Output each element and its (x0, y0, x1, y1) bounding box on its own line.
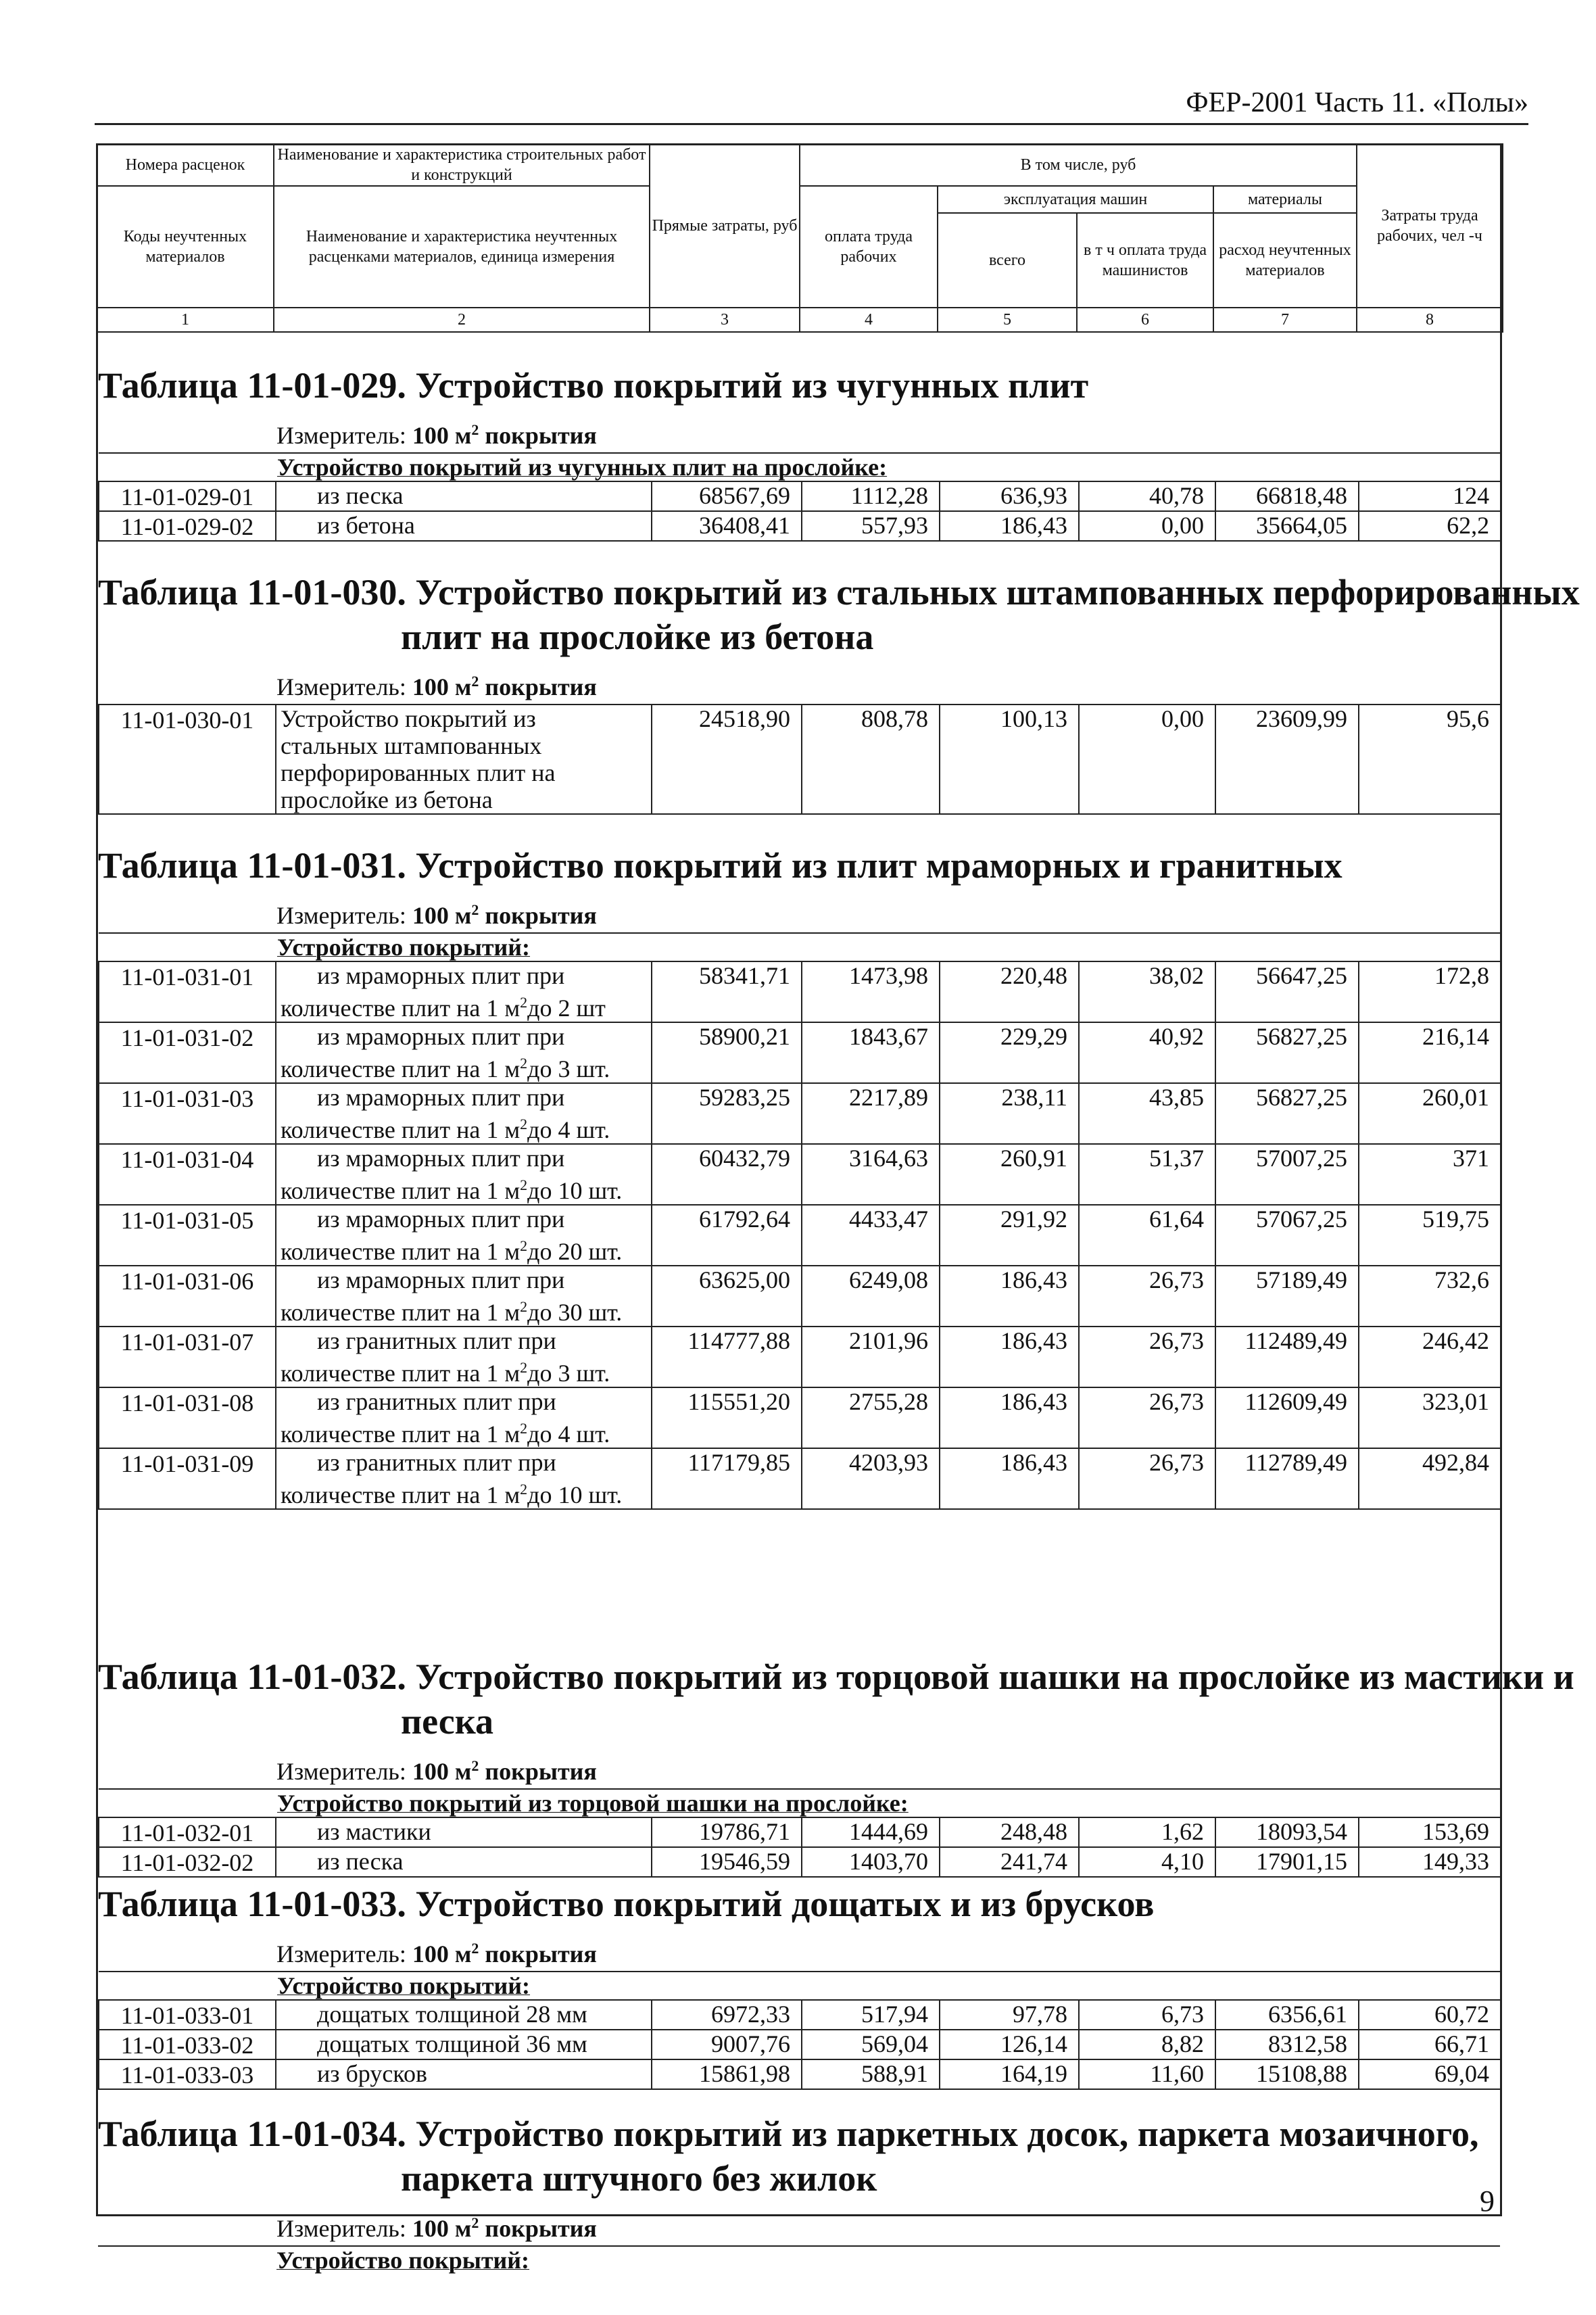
table-section (98, 843, 1500, 1510)
col-materials: материалы (1213, 186, 1357, 213)
measure-line: Измеритель: 100 $м^2$ покрытия (276, 1757, 597, 1785)
table-row: 11-01-031-07 из гранитных плит при количестве плит на 1 $м^2до$ 3 шт. 114777,88 2101,96 186,43 26,73 112489,49 246,42 (99, 1327, 1501, 1387)
table-row: 11-01-032-02 из песка 19546,59 1403,70 241,74 4,10 17901,15 149,33 (99, 1847, 1501, 1877)
table-row: 11-01-031-03 из мраморных плит при количестве плит на 1 $м^2до$ 4 шт. 59283,25 2217,89 238,11 43,85 56827,25 260,01 (99, 1083, 1501, 1144)
group-heading: Устройство покрытий: (98, 2246, 1500, 2274)
group-heading: Устройство покрытий: (99, 1972, 1501, 2000)
page-number: 9 (1480, 2185, 1495, 2218)
rates-table (98, 704, 1501, 815)
measure-line: Измеритель: 100 $м^2$ покрытия (276, 1940, 597, 1967)
column-header-table (96, 143, 1503, 333)
table-row: 11-01-031-02 из мраморных плит при количестве плит на 1 $м^2до$ 3 шт. 58900,21 1843,67 229,29 40,92 56827,25 216,14 (99, 1022, 1501, 1083)
col-machines: эксплуатация машин (938, 186, 1213, 213)
col-number: 5 (938, 308, 1077, 332)
header-rule (95, 123, 1528, 125)
col-number: 8 (1357, 308, 1503, 332)
col-number: 7 (1213, 308, 1357, 332)
col-group-incl: В том числе, руб (800, 144, 1357, 186)
table-section (98, 363, 1500, 542)
col-number: 2 (274, 308, 650, 332)
table-row: 11-01-033-03 из брусков 15861,98 588,91 164,19 11,60 15108,88 69,04 (99, 2059, 1501, 2089)
table-section (98, 570, 1580, 815)
rates-table (98, 452, 1501, 542)
table-row: 11-01-031-04 из мраморных плит при количестве плит на 1 $м^2до$ 10 шт. 60432,79 3164,63 260,91 51,37 57007,25 371 (99, 1144, 1501, 1205)
col-machines-total: всего (938, 213, 1077, 308)
rates-table (98, 1971, 1501, 2090)
table-row: 11-01-029-01 из песка 68567,69 1112,28 636,93 40,78 66818,48 124 (99, 481, 1501, 511)
measure-line: Измеритель: 100 $м^2$ покрытия (276, 901, 597, 929)
table-row: 11-01-031-05 из мраморных плит при количестве плит на 1 $м^2до$ 20 шт. 61792,64 4433,47 291,92 61,64 57067,25 519,75 (99, 1205, 1501, 1266)
col-rate-numbers: Номера расценок (97, 144, 274, 186)
col-number: 6 (1077, 308, 1213, 332)
rates-table (98, 932, 1501, 1510)
table-row: 11-01-032-01 из мастики 19786,71 1444,69 248,48 1,62 18093,54 153,69 (99, 1817, 1501, 1847)
table-row: 11-01-033-01 дощатых толщиной 28 мм 6972,33 517,94 97,78 6,73 6356,61 60,72 (99, 2000, 1501, 2030)
page-header: ФЕР-2001 Часть 11. «Полы» (1186, 87, 1528, 118)
col-unaccounted-materials: расход неучтенных материалов (1213, 213, 1357, 308)
col-machinist-pay: в т ч оплата труда машинистов (1077, 213, 1213, 308)
col-worker-pay: оплата труда рабочих (800, 186, 938, 308)
measure-line: Измеритель: 100 $м^2$ покрытия (276, 2214, 597, 2242)
table-row: 11-01-031-09 из гранитных плит при количестве плит на 1 $м^2до$ 10 шт. 117179,85 4203,93 186,43 26,73 112789,49 492,84 (99, 1448, 1501, 1509)
table-row: 11-01-031-06 из мраморных плит при количестве плит на 1 $м^2до$ 30 шт. 63625,00 6249,08 186,43 26,73 57189,49 732,6 (99, 1266, 1501, 1327)
rates-frame (96, 143, 1580, 2274)
group-heading: Устройство покрытий: (99, 933, 1501, 961)
section-title: Таблица 11-01-034. Устройство покрытий из паркетных досок, паркета мозаичного, паркета штучного без жилок (98, 2114, 1479, 2199)
table-section (98, 2111, 1500, 2274)
section-title: Таблица 11-01-032. Устройство покрытий из торцовой шашки на прослойке из мастики и песка (98, 1656, 1574, 1742)
col-number: 4 (800, 308, 938, 332)
group-heading: Устройство покрытий из чугунных плит на прослойке: (99, 453, 1501, 481)
col-direct-costs: Прямые затраты, руб (650, 144, 800, 308)
col-number: 3 (650, 308, 800, 332)
col-labor-hours: Затраты труда рабочих, чел -ч (1357, 144, 1503, 308)
table-row: 11-01-031-01 из мраморных плит при количестве плит на 1 $м^2до$ 2 шт 58341,71 1473,98 220,48 38,02 56647,25 172,8 (99, 961, 1501, 1022)
table-row: 11-01-029-02 из бетона 36408,41 557,93 186,43 0,00 35664,05 62,2 (99, 511, 1501, 541)
table-section (98, 1654, 1574, 1878)
table-section (98, 1882, 1500, 2090)
section-title: Таблица 11-01-029. Устройство покрытий из чугунных плит (98, 365, 1089, 406)
section-title: Таблица 11-01-033. Устройство покрытий дощатых и из брусков (98, 1884, 1155, 1924)
table-row: 11-01-031-08 из гранитных плит при количестве плит на 1 $м^2до$ 4 шт. 115551,20 2755,28 186,43 26,73 112609,49 323,01 (99, 1387, 1501, 1448)
measure-line: Измеритель: 100 $м^2$ покрытия (276, 421, 597, 449)
table-row: 11-01-033-02 дощатых толщиной 36 мм 9007,76 569,04 126,14 8,82 8312,58 66,71 (99, 2030, 1501, 2059)
col-number: 1 (97, 308, 274, 332)
col-work-name: Наименование и характеристика строительных работ и конструкций (274, 144, 650, 186)
table-row: 11-01-030-01 Устройство покрытий из стальных штампованных перфорированных плит на прослойке из бетона 24518,90 808,78 100,13 0,00 23609,99 95,6 (99, 705, 1501, 814)
group-heading: Устройство покрытий из торцовой шашки на прослойке: (99, 1789, 1501, 1817)
section-title: Таблица 11-01-031. Устройство покрытий из плит мраморных и гранитных (98, 845, 1343, 886)
rates-table (98, 1788, 1501, 1878)
col-material-name: Наименование и характеристика неучтенных расценками материалов, единица измерения (274, 186, 650, 308)
rates-table (98, 2245, 1500, 2274)
col-material-codes: Коды неучтенных материалов (97, 186, 274, 308)
measure-line: Измеритель: 100 $м^2$ покрытия (276, 673, 597, 700)
section-title: Таблица 11-01-030. Устройство покрытий из стальных штампованных перфорированных плит на прослойке из бетона (98, 572, 1580, 657)
